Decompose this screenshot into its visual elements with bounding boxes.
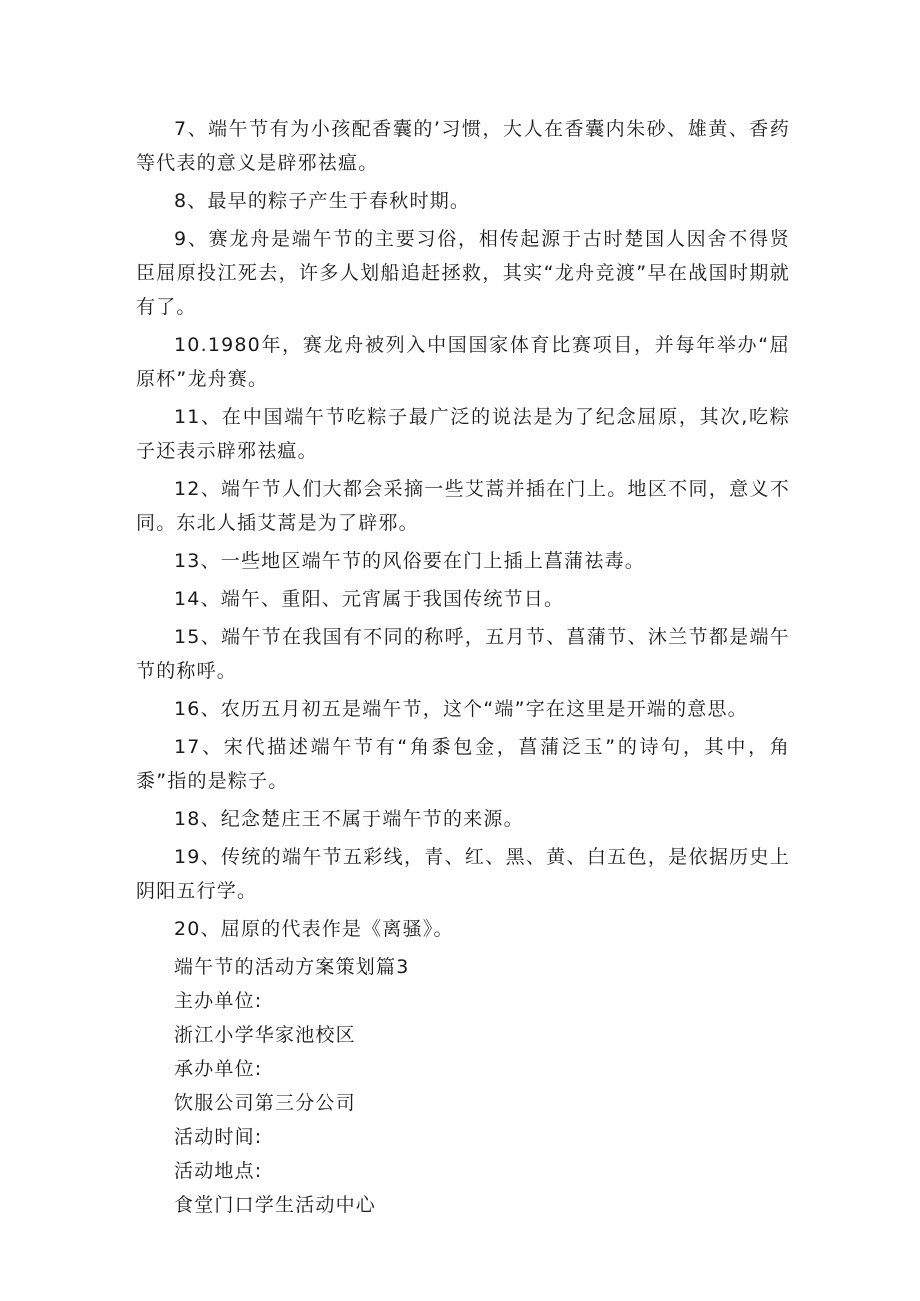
list-item-18: 18、纪念楚庄王不属于端午节的来源。 (174, 808, 524, 830)
list-item-19: 19、传统的端午节五彩线，青、红、黑、黄、白五色，是依据历史上阴阳五行学。 (136, 846, 790, 902)
list-item-15: 15、端午节在我国有不同的称呼，五月节、菖蒲节、沐兰节都是端午节的称呼。 (136, 626, 790, 682)
list-item-20: 20、屈原的代表作是《离骚》。 (174, 918, 454, 940)
list-item-7: 7、端午节有为小孩配香囊的’习惯，大人在香囊内朱砂、雄黄、香药等代表的意义是辟邪祛瘟。 (136, 118, 790, 174)
list-item-17: 17、宋代描述端午节有“角黍包金，菖蒲泛玉”的诗句，其中，角黍”指的是粽子。 (136, 736, 790, 792)
list-item-10: 10.1980年，赛龙舟被列入中国国家体育比赛项目，并每年举办“屈原杯”龙舟赛。 (136, 334, 790, 390)
document-page (136, 112, 790, 1222)
list-item-8: 8、最早的粽子产生于春秋时期。 (174, 190, 471, 212)
co-organizer-value: 饮服公司第三分公司 (174, 1092, 356, 1114)
list-item-16: 16、农历五月初五是端午节，这个“端”字在这里是开端的意思。 (174, 698, 748, 720)
list-item-9: 9、赛龙舟是端午节的主要习俗，相传起源于古时楚国人因舍不得贤臣屈原投江死去，许多人划船追赶拯救，其实“龙舟竞渡”早在战国时期就有了。 (136, 228, 790, 318)
organizer-label: 主办单位: (174, 990, 263, 1012)
list-item-13: 13、一些地区端午节的风俗要在门上插上菖蒲祛毒。 (174, 550, 645, 572)
section-title: 端午节的活动方案策划篇3 (174, 956, 410, 978)
time-label: 活动时间: (174, 1126, 263, 1148)
list-item-12: 12、端午节人们大都会采摘一些艾蒿并插在门上。地区不同，意义不同。东北人插艾蒿是为了辟邪。 (136, 478, 790, 534)
co-organizer-label: 承办单位: (174, 1058, 263, 1080)
list-item-14: 14、端午、重阳、元宵属于我国传统节日。 (174, 588, 565, 610)
list-item-11: 11、在中国端午节吃粽子最广泛的说法是为了纪念屈原，其次,吃粽子还表示辟邪祛瘟。 (136, 406, 790, 462)
organizer-value: 浙江小学华家池校区 (174, 1024, 356, 1046)
location-label: 活动地点: (174, 1160, 263, 1182)
location-value: 食堂门口学生活动中心 (174, 1194, 377, 1216)
